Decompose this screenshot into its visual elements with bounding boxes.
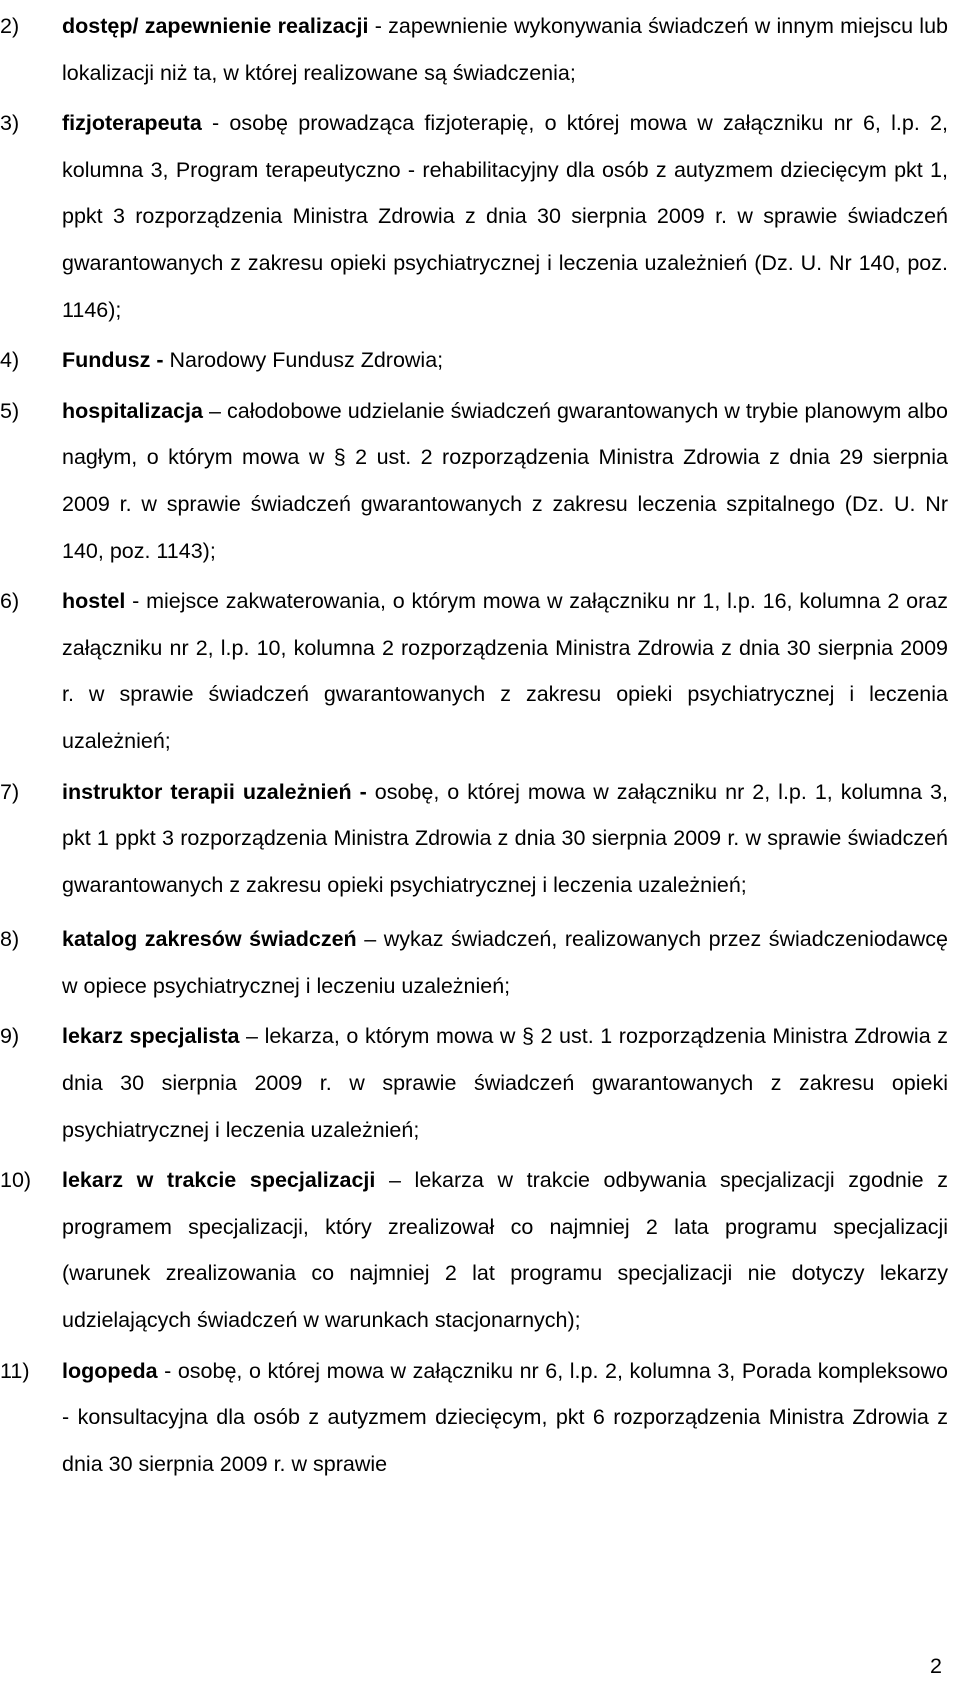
item-text: – lekarza w trakcie odbywania specjalizacji zgodnie z programem specjalizacji, który zrealizował co najmniej 2 lata programu specjalizacji (warunek zrealizowania co najmniej 2 lat programu specjalizacji nie dotyczy lekarzy udzielających świadczeń w warunkach stacjonarnych); <box>62 1168 948 1333</box>
list-item <box>0 3 948 96</box>
item-number: 7) <box>0 779 20 804</box>
item-term: hostel <box>62 589 126 614</box>
item-text: Narodowy Fundusz Zdrowia; <box>163 348 444 373</box>
item-text: – całodobowe udzielanie świadczeń gwarantowanych w trybie planowym albo nagłym, o którym mowa w § 2 ust. 2 rozporządzenia Ministra Zdrowia z dnia 29 sierpnia 2009 r. w sprawie świadczeń gwarantowanych z zakresu leczenia szpitalnego (Dz. U. Nr 140, poz. 1143); <box>62 398 948 563</box>
list-item <box>0 1013 948 1153</box>
item-term: Fundusz - <box>62 348 164 373</box>
item-term: hospitalizacja <box>62 398 203 423</box>
item-number: 4) <box>0 348 20 373</box>
list-item <box>0 1348 948 1488</box>
definitions-list <box>0 3 948 1491</box>
item-text: – wykaz świadczeń, realizowanych przez świadczeniodawcę w opiece psychiatrycznej i leczeniu uzależnień; <box>62 927 948 998</box>
list-item <box>0 769 948 909</box>
item-text: - zapewnienie wykonywania świadczeń w innym miejscu lub lokalizacji niż ta, w której realizowane są świadczenia; <box>62 14 948 85</box>
item-number: 8) <box>0 927 20 952</box>
list-item <box>0 1157 948 1343</box>
list-item <box>0 100 948 333</box>
item-term: instruktor terapii uzależnień - <box>62 779 367 804</box>
item-number: 11) <box>0 1358 30 1383</box>
item-number: 6) <box>0 589 20 614</box>
item-number: 3) <box>0 111 20 136</box>
item-term: dostęp/ zapewnienie realizacji <box>62 14 369 38</box>
item-term: lekarz w trakcie specjalizacji <box>62 1168 376 1193</box>
item-number: 5) <box>0 398 20 423</box>
item-text: - osobę, o której mowa w załączniku nr 6, l.p. 2, kolumna 3, Porada kompleksowo - konsultacyjna dla osób z autyzmem dziecięcym, pkt 6 rozporządzenia Ministra Zdrowia z dnia 30 sierpnia 2009 r. w sprawie <box>62 1358 948 1476</box>
list-item <box>0 916 948 1009</box>
item-text: - miejsce zakwaterowania, o którym mowa w załączniku nr 1, l.p. 16, kolumna 2 oraz załączniku nr 2, l.p. 10, kolumna 2 rozporządzenia Ministra Zdrowia z dnia 30 sierpnia 2009 r. w sprawie świadczeń gwarantowanych z zakresu opieki psychiatrycznej i leczenia uzależnień; <box>62 589 948 753</box>
item-term: lekarz specjalista <box>62 1024 240 1049</box>
item-number: 10) <box>0 1168 32 1193</box>
item-text: osobę, o której mowa w załączniku nr 2, l.p. 1, kolumna 3, pkt 1 ppkt 3 rozporządzenia Ministra Zdrowia z dnia 30 sierpnia 2009 r. w sprawie świadczeń gwarantowanych z zakresu opieki psychiatrycznej i leczenia uzależnień; <box>62 779 948 897</box>
item-term: fizjoterapeuta <box>62 111 202 136</box>
item-number: 9) <box>0 1024 20 1049</box>
item-text: – lekarza, o którym mowa w § 2 ust. 1 rozporządzenia Ministra Zdrowia z dnia 30 sierpnia 2009 r. w sprawie świadczeń gwarantowanych z zakresu opieki psychiatrycznej i leczenia uzależnień; <box>62 1024 948 1142</box>
list-item <box>0 578 948 764</box>
item-text: - osobę prowadząca fizjoterapię, o której mowa w załączniku nr 6, l.p. 2, kolumna 3, Program terapeutyczno - rehabilitacyjny dla osób z autyzmem dziecięcym pkt 1, ppkt 3 rozporządzenia Ministra Zdrowia z dnia 30 sierpnia 2009 r. w sprawie świadczeń gwarantowanych z zakresu opieki psychiatrycznej i leczenia uzależnień (Dz. U. Nr 140, poz. 1146); <box>62 111 948 322</box>
list-item <box>0 388 948 574</box>
item-term: katalog zakresów świadczeń <box>62 927 357 952</box>
item-number: 2) <box>0 14 20 38</box>
page-number: 2 <box>930 1654 942 1678</box>
item-term: logopeda <box>62 1358 158 1383</box>
list-item <box>0 337 948 384</box>
